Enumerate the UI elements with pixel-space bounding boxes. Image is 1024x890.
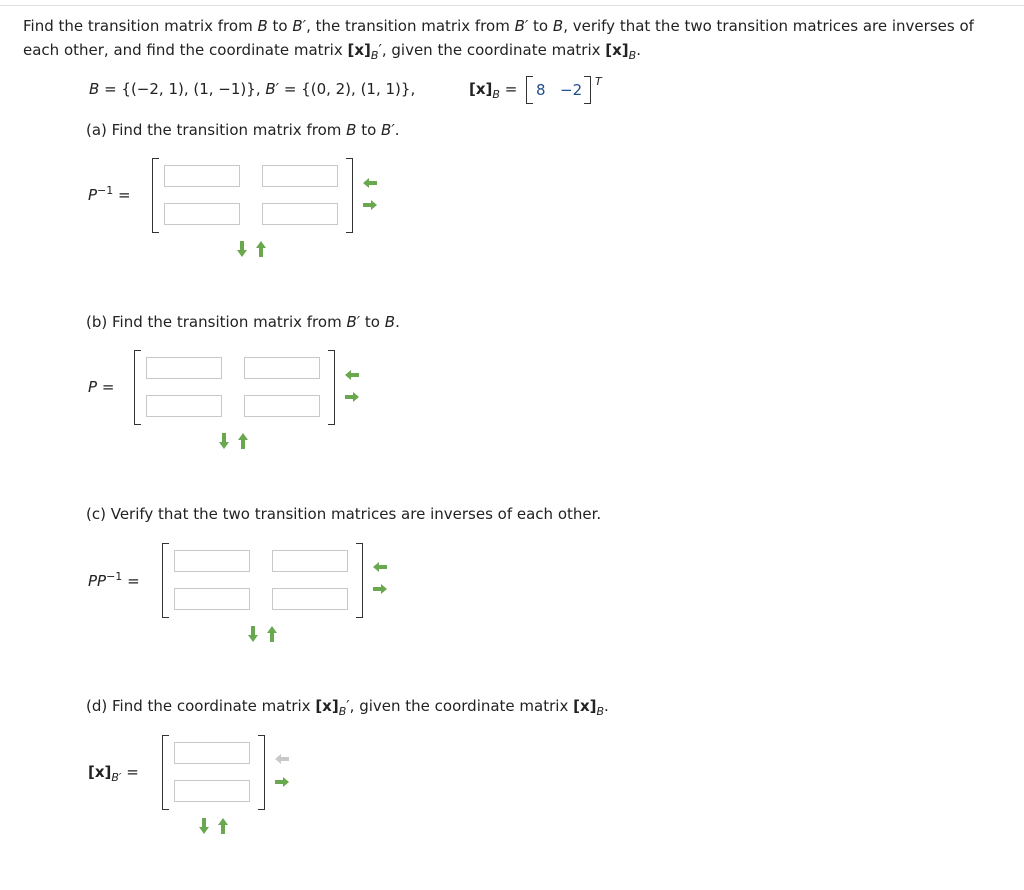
part-text: to: [360, 313, 385, 331]
part-d-lhs: [88, 763, 139, 784]
part-var: B: [384, 313, 396, 331]
part-var: B: [346, 121, 357, 139]
given-vector-entry: 8: [536, 81, 546, 99]
prompt-text: to: [267, 17, 293, 35]
matrix-bracket-right: [346, 158, 353, 233]
given-text: = {(0, 2), (1, 1)},: [279, 80, 416, 98]
prompt-sub: ′: [378, 41, 382, 59]
matrix-a-cell-r2c1[interactable]: [164, 203, 240, 225]
part-text: .: [394, 121, 400, 139]
transpose-mark: T: [595, 75, 602, 88]
lhs-eq: =: [97, 378, 115, 396]
given-var: B′: [265, 80, 280, 98]
part-a-lhs: [88, 186, 131, 204]
add-column-arrow-right-icon[interactable]: [344, 390, 360, 404]
lhs-sub: B′: [111, 771, 122, 784]
matrix-bracket-left: [134, 350, 141, 425]
part-text: to: [356, 121, 382, 139]
prompt-var: [x]: [347, 41, 371, 59]
part-text: (b) Find the transition matrix from: [86, 313, 347, 331]
given-text: = {(−2, 1), (1, −1)},: [99, 80, 266, 98]
remove-column-arrow-left-icon[interactable]: [362, 176, 378, 190]
matrix-b-cell-r1c2[interactable]: [244, 357, 320, 379]
part-sub: ′: [346, 697, 350, 715]
add-row-arrow-down-icon[interactable]: [198, 817, 210, 835]
add-row-arrow-down-icon[interactable]: [218, 432, 230, 450]
prompt-var: B′: [292, 17, 307, 35]
given-text: =: [499, 80, 518, 98]
matrix-c-cell-r1c1[interactable]: [174, 550, 250, 572]
bracket-left: [526, 76, 533, 104]
add-column-arrow-right-icon[interactable]: [362, 198, 378, 212]
add-row-arrow-down-icon[interactable]: [247, 625, 259, 643]
part-d-heading: [86, 697, 609, 718]
remove-column-arrow-left-icon[interactable]: [372, 560, 388, 574]
matrix-c-cell-r1c2[interactable]: [272, 550, 348, 572]
matrix-b-cell-r2c2[interactable]: [244, 395, 320, 417]
given-var: [x]: [469, 80, 493, 98]
part-var: B′: [346, 313, 361, 331]
lhs-var: PP: [88, 572, 107, 590]
part-text: .: [604, 697, 609, 715]
part-text: , given the coordinate matrix: [349, 697, 574, 715]
vector-d-cell-r2[interactable]: [174, 780, 250, 802]
given-vector-entry: −2: [560, 81, 583, 99]
add-row-arrow-down-icon[interactable]: [236, 240, 248, 258]
prompt-text: .: [636, 41, 641, 59]
part-a-heading: [86, 121, 400, 139]
matrix-b-cell-r2c1[interactable]: [146, 395, 222, 417]
prompt-text: , given the coordinate matrix: [381, 41, 606, 59]
matrix-b-cell-r1c1[interactable]: [146, 357, 222, 379]
remove-row-arrow-up-icon[interactable]: [217, 817, 229, 835]
prompt-var: B: [552, 17, 564, 35]
matrix-a-cell-r1c2[interactable]: [262, 165, 338, 187]
lhs-eq: =: [121, 763, 139, 781]
remove-column-arrow-left-icon[interactable]: [344, 368, 360, 382]
bracket-right: [584, 76, 591, 104]
prompt-var: B′: [514, 17, 529, 35]
given-bases: [89, 80, 415, 98]
lhs-var: [x]: [88, 763, 112, 781]
remove-row-arrow-up-icon[interactable]: [266, 625, 278, 643]
lhs-eq: =: [113, 186, 131, 204]
prompt-var: B: [257, 17, 268, 35]
part-b-lhs: [88, 378, 114, 396]
lhs-sup: −1: [106, 570, 123, 583]
part-text: .: [395, 313, 400, 331]
part-text: (c) Verify that the two transition matrices are inverses of each other.: [86, 505, 602, 523]
matrix-bracket-left: [162, 735, 169, 810]
add-column-arrow-right-icon[interactable]: [274, 775, 290, 789]
matrix-bracket-right: [328, 350, 335, 425]
part-var: [x]: [315, 697, 339, 715]
remove-row-arrow-up-icon[interactable]: [255, 240, 267, 258]
matrix-a-cell-r1c1[interactable]: [164, 165, 240, 187]
part-var: B′: [381, 121, 395, 139]
lhs-sup: −1: [97, 184, 114, 197]
prompt-text: Find the transition matrix from: [23, 17, 258, 35]
prompt-sub: B: [628, 49, 637, 62]
part-sub: B: [596, 705, 605, 718]
problem-statement: [23, 14, 1003, 62]
remove-column-arrow-left-icon-disabled: [274, 752, 290, 766]
prompt-sub: B: [370, 49, 379, 62]
remove-row-arrow-up-icon[interactable]: [237, 432, 249, 450]
part-sub: B: [338, 705, 347, 718]
part-text: (a) Find the transition matrix from: [86, 121, 347, 139]
given-sub: B: [492, 88, 500, 101]
matrix-bracket-right: [258, 735, 265, 810]
part-b-heading: [86, 313, 400, 331]
matrix-bracket-left: [152, 158, 159, 233]
prompt-var: [x]: [605, 41, 629, 59]
matrix-bracket-left: [162, 543, 169, 618]
vector-d-cell-r1[interactable]: [174, 742, 250, 764]
add-column-arrow-right-icon[interactable]: [372, 582, 388, 596]
matrix-bracket-right: [356, 543, 363, 618]
matrix-c-cell-r2c2[interactable]: [272, 588, 348, 610]
given-coordinate-label: [469, 80, 518, 101]
prompt-text: to: [528, 17, 553, 35]
given-var: B: [89, 80, 100, 98]
part-text: (d) Find the coordinate matrix: [86, 697, 316, 715]
lhs-var: P: [88, 378, 98, 396]
prompt-text: , verify that the two transition matrices are inverses of each other, and find the coordinate matrix: [23, 17, 974, 59]
part-c-lhs: [88, 572, 140, 590]
part-var: [x]: [573, 697, 597, 715]
top-divider: [0, 5, 1024, 6]
prompt-text: , the transition matrix from: [306, 17, 515, 35]
lhs-var: P: [88, 186, 98, 204]
lhs-eq: =: [122, 572, 140, 590]
part-c-heading: [86, 505, 601, 523]
matrix-c-cell-r2c1[interactable]: [174, 588, 250, 610]
matrix-a-cell-r2c2[interactable]: [262, 203, 338, 225]
